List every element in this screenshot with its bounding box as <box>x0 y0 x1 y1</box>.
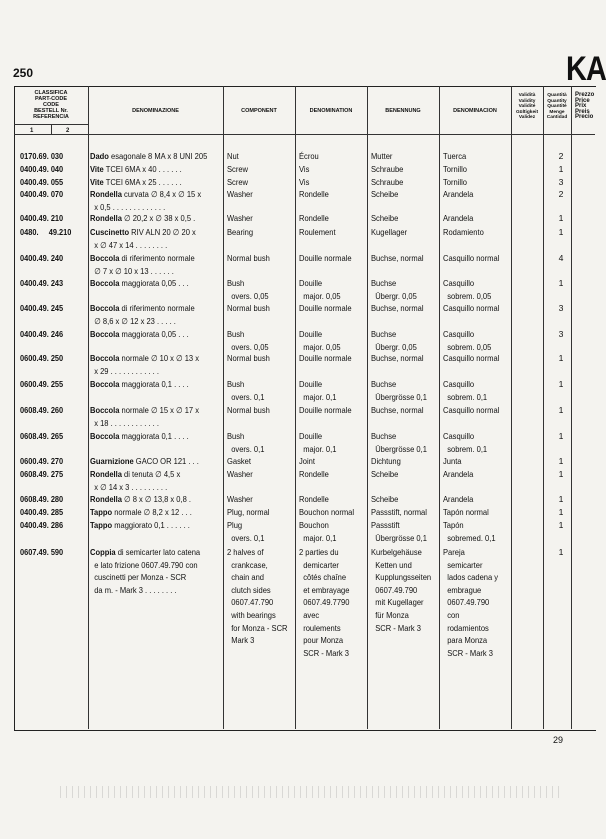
description-it: x 29 . . . . . . . . . . . . <box>90 365 159 376</box>
part-code: 0400.49. 070 <box>20 189 64 199</box>
description-de: SCR - Mark 3 <box>371 622 422 633</box>
column-divider <box>511 86 512 729</box>
description-es: sobrem. 0,05 <box>443 290 492 301</box>
description-es: sobremed. 0,1 <box>443 532 496 543</box>
description-it: x ∅ 47 x 14 . . . . . . . . <box>90 239 168 250</box>
description-es: Junta <box>443 456 462 466</box>
quantity: 1 <box>558 456 564 466</box>
description-en: clutch sides <box>227 584 271 595</box>
description-it: x ∅ 14 x 3 . . . . . . . . . <box>90 481 168 492</box>
folio-number: 29 <box>553 735 564 745</box>
description-fr: Rondelle <box>299 213 329 223</box>
description-it: x 0,5 . . . . . . . . . . . . . <box>90 201 166 212</box>
part-code: 0608.49. 265 <box>20 431 64 441</box>
description-es: sobrem. 0,1 <box>443 443 488 454</box>
description-fr: Vis <box>299 177 310 187</box>
description-es: Rodamiento <box>443 227 484 237</box>
description-fr: Vis <box>299 164 310 174</box>
description-it: Vite TCEI 6MA x 40 . . . . . . <box>90 164 182 174</box>
description-it: Boccola maggiorata 0,1 . . . . <box>90 379 189 389</box>
part-code: 0600.49. 250 <box>20 353 64 363</box>
description-es: Casquillo <box>443 278 475 288</box>
quantity: 1 <box>558 431 564 441</box>
description-es: sobrem. 0,05 <box>443 341 492 352</box>
description-es: Tapón <box>443 520 464 530</box>
quantity: 1 <box>558 379 564 389</box>
description-it: ∅ 7 x ∅ 10 x 13 . . . . . . <box>90 265 174 276</box>
description-es: 0607.49.790 <box>443 597 490 608</box>
part-code: 0400.49. 245 <box>20 303 64 313</box>
quantity: 1 <box>558 405 564 415</box>
part-code: 0400.49. 246 <box>20 329 64 339</box>
description-it: Boccola normale ∅ 15 x ∅ 17 x <box>90 405 200 415</box>
description-it: x 18 . . . . . . . . . . . . <box>90 417 159 428</box>
part-code: 0600.49. 270 <box>20 456 64 466</box>
part-code: 0608.49. 280 <box>20 494 64 504</box>
description-it: Rondella curvata ∅ 8,4 x ∅ 15 x <box>90 189 202 199</box>
quantity: 1 <box>558 353 564 363</box>
description-en: Normal bush <box>227 253 270 263</box>
description-de: Buchse, normal <box>371 253 424 263</box>
description-en: 0607.47.790 <box>227 597 274 608</box>
description-it: Rondella ∅ 20,2 x ∅ 38 x 0,5 . <box>90 213 196 223</box>
description-en: Normal bush <box>227 353 270 363</box>
header-validity: Validità Validity Validité Gültigkeit Validez <box>515 93 539 121</box>
description-de: Übergrösse 0,1 <box>371 391 427 402</box>
description-es: Casquillo normal <box>443 303 500 313</box>
description-fr: major. 0,1 <box>299 532 337 543</box>
description-en: Bush <box>227 329 245 339</box>
description-es: SCR - Mark 3 <box>443 647 494 658</box>
description-de: Übergrösse 0,1 <box>371 443 427 454</box>
part-code: 0400.49. 240 <box>20 253 64 263</box>
description-fr: pour Monza <box>299 635 344 646</box>
description-en: Normal bush <box>227 405 270 415</box>
description-en: Plug <box>227 520 243 530</box>
description-es: semicarter <box>443 559 483 570</box>
description-de: Übergrösse 0,1 <box>371 532 427 543</box>
header-spanish: DENOMINACION <box>453 108 497 114</box>
description-en: Bearing <box>227 227 254 237</box>
description-fr: major. 0,05 <box>299 341 341 352</box>
description-en: Bush <box>227 278 245 288</box>
part-code: 0607.49. 590 <box>20 547 64 557</box>
description-fr: Douille normale <box>299 303 352 313</box>
quantity: 2 <box>558 189 564 199</box>
page-number: 250 <box>13 66 34 80</box>
description-de: mit Kugellager <box>371 597 424 608</box>
description-fr: 0607.49.7790 <box>299 597 350 608</box>
description-en: Mark 3 <box>227 635 255 646</box>
quantity: 1 <box>558 520 564 530</box>
description-de: Ketten und <box>371 559 412 570</box>
column-divider <box>295 86 296 729</box>
description-en: Washer <box>227 189 253 199</box>
part-code: 0400.49. 243 <box>20 278 64 288</box>
quantity: 1 <box>558 507 564 517</box>
description-de: Scheibe <box>371 494 399 504</box>
header-quantity: Quantità Quantity Quantité Menge Cantidad <box>546 93 568 121</box>
quantity: 1 <box>558 547 564 557</box>
description-fr: Roulement <box>299 227 336 237</box>
description-es: Tornillo <box>443 177 467 187</box>
description-de: Passstift, normal <box>371 507 427 517</box>
description-fr: Douille <box>299 329 323 339</box>
description-it: Tappo maggiorato 0,1 . . . . . . <box>90 520 190 530</box>
description-de: 0607.49.790 <box>371 584 418 595</box>
description-es: rodamientos <box>443 622 489 633</box>
description-it: da m. - Mark 3 . . . . . . . . <box>90 584 177 595</box>
column-divider <box>367 86 368 729</box>
description-fr: major. 0,05 <box>299 290 341 301</box>
header-code-sub-1: 1 <box>30 128 34 134</box>
description-it: e lato frizione 0607.49.790 con <box>90 559 198 570</box>
description-it: Boccola maggiorata 0,1 . . . . <box>90 431 189 441</box>
column-divider <box>88 86 89 729</box>
description-fr: 2 parties du <box>299 547 339 557</box>
part-code: 0170.69. 030 <box>20 151 64 161</box>
description-it: Rondella di tenuta ∅ 4,5 x <box>90 469 181 479</box>
description-en: Bush <box>227 379 245 389</box>
description-en: overs. 0,05 <box>227 290 269 301</box>
description-fr: Douille normale <box>299 405 352 415</box>
part-code: 0400.49. 055 <box>20 177 64 187</box>
part-code: 0480. 49.210 <box>20 227 72 237</box>
description-de: Buchse <box>371 329 397 339</box>
description-fr: demicarter <box>299 559 339 570</box>
part-code: 0600.49. 255 <box>20 379 64 389</box>
description-en: Normal bush <box>227 303 270 313</box>
description-de: Buchse <box>371 379 397 389</box>
brand-fragment: KA <box>566 50 606 88</box>
quantity: 1 <box>558 494 564 504</box>
description-en: overs. 0,1 <box>227 443 265 454</box>
column-divider <box>223 86 224 729</box>
description-en: Screw <box>227 177 249 187</box>
description-en: crankcase, <box>227 559 268 570</box>
description-de: Schraube <box>371 164 404 174</box>
description-fr: Douille <box>299 431 323 441</box>
description-en: chain and <box>227 572 265 583</box>
quantity: 2 <box>558 151 564 161</box>
description-it: Boccola maggiorata 0,05 . . . <box>90 329 189 339</box>
quantity: 1 <box>558 213 564 223</box>
description-fr: major. 0,1 <box>299 391 337 402</box>
description-en: overs. 0,1 <box>227 391 265 402</box>
description-fr: roulements <box>299 622 341 633</box>
description-it: Boccola di riferimento normale <box>90 253 195 263</box>
part-code: 0400.49. 040 <box>20 164 64 174</box>
description-de: Buchse <box>371 431 397 441</box>
description-it: Boccola maggiorata 0,05 . . . <box>90 278 189 288</box>
quantity: 1 <box>558 164 564 174</box>
column-divider <box>571 86 572 729</box>
description-en: Gasket <box>227 456 251 466</box>
scan-speckle <box>60 786 560 798</box>
description-it: Dado esagonale 8 MA x 8 UNI 205 <box>90 151 208 161</box>
column-divider <box>543 86 544 729</box>
description-de: Scheibe <box>371 189 399 199</box>
description-en: for Monza - SCR <box>227 622 288 633</box>
description-fr: et embrayage <box>299 584 350 595</box>
description-de: Übergr. 0,05 <box>371 341 417 352</box>
description-en: overs. 0,1 <box>227 532 265 543</box>
description-it: Guarnizione GACO OR 121 . . . <box>90 456 199 466</box>
description-it: Cuscinetto RIV ALN 20 ∅ 20 x <box>90 227 196 237</box>
description-fr: Joint <box>299 456 315 466</box>
description-de: Buchse, normal <box>371 303 424 313</box>
description-de: Kupplungsseiten <box>371 572 432 583</box>
description-en: Washer <box>227 494 253 504</box>
description-fr: Rondelle <box>299 189 329 199</box>
description-fr: Douille normale <box>299 253 352 263</box>
description-de: Mutter <box>371 151 393 161</box>
quantity: 1 <box>558 278 564 288</box>
description-es: Arandela <box>443 494 474 504</box>
description-en: Screw <box>227 164 249 174</box>
column-divider <box>439 86 440 729</box>
header-german: BENENNUNG <box>385 108 421 114</box>
description-es: lados cadena y <box>443 572 499 583</box>
description-it: Coppia di semicarter lato catena <box>90 547 201 557</box>
header-rule <box>14 134 595 135</box>
description-de: Buchse <box>371 278 397 288</box>
quantity: 3 <box>558 303 564 313</box>
description-es: Casquillo normal <box>443 405 500 415</box>
description-es: para Monza <box>443 635 488 646</box>
quantity: 3 <box>558 329 564 339</box>
header-price: Prezzo Price Prix Preis Precio <box>575 92 595 121</box>
description-es: embrague <box>443 584 482 595</box>
description-en: Washer <box>227 213 253 223</box>
description-de: Schraube <box>371 177 404 187</box>
quantity: 4 <box>558 253 564 263</box>
description-de: Scheibe <box>371 469 399 479</box>
description-it: ∅ 8,6 x ∅ 12 x 23 . . . . . <box>90 315 176 326</box>
description-de: Kugellager <box>371 227 408 237</box>
description-es: Arandela <box>443 189 474 199</box>
description-fr: Douille normale <box>299 353 352 363</box>
description-es: con <box>443 610 460 620</box>
description-es: Pareja <box>443 547 465 557</box>
description-es: Tuerca <box>443 151 467 161</box>
description-fr: SCR - Mark 3 <box>299 647 350 658</box>
part-code: 0400.49. 286 <box>20 520 64 530</box>
quantity: 3 <box>558 177 564 187</box>
part-code: 0400.49. 285 <box>20 507 64 517</box>
description-fr: Douille <box>299 278 323 288</box>
description-fr: major. 0,1 <box>299 443 337 454</box>
description-it: Rondella ∅ 8 x ∅ 13,8 x 0,8 . <box>90 494 192 504</box>
quantity: 1 <box>558 469 564 479</box>
description-it: Vite TCEI 6MA x 25 . . . . . . <box>90 177 182 187</box>
description-fr: côtés chaîne <box>299 572 347 583</box>
description-de: Übergr. 0,05 <box>371 290 417 301</box>
description-fr: Rondelle <box>299 469 329 479</box>
description-es: Casquillo <box>443 431 475 441</box>
description-fr: avec <box>299 610 320 620</box>
description-es: Casquillo normal <box>443 353 500 363</box>
description-fr: Rondelle <box>299 494 329 504</box>
header-italian: DENOMINAZIONE <box>132 108 179 114</box>
header-code-sub-2: 2 <box>66 128 70 134</box>
description-de: Passstift <box>371 520 400 530</box>
description-it: Boccola di riferimento normale <box>90 303 195 313</box>
description-es: sobrem. 0,1 <box>443 391 488 402</box>
description-it: Tappo normale ∅ 8,2 x 12 . . . <box>90 507 192 517</box>
part-code: 0400.49. 210 <box>20 213 64 223</box>
description-en: 2 halves of <box>227 547 264 557</box>
quantity: 1 <box>558 227 564 237</box>
description-fr: Bouchon normal <box>299 507 355 517</box>
description-en: overs. 0,05 <box>227 341 269 352</box>
description-es: Tapón normal <box>443 507 489 517</box>
description-de: Buchse, normal <box>371 405 424 415</box>
description-es: Tornillo <box>443 164 467 174</box>
description-fr: Bouchon <box>299 520 329 530</box>
description-fr: Écrou <box>299 151 319 161</box>
description-de: Scheibe <box>371 213 399 223</box>
description-it: Boccola normale ∅ 10 x ∅ 13 x <box>90 353 200 363</box>
part-code: 0608.49. 275 <box>20 469 64 479</box>
description-es: Arandela <box>443 213 474 223</box>
description-en: Plug, normal <box>227 507 270 517</box>
description-es: Casquillo <box>443 379 475 389</box>
description-it: cuscinetti per Monza - SCR <box>90 572 187 583</box>
description-es: Arandela <box>443 469 474 479</box>
description-fr: Douille <box>299 379 323 389</box>
header-code: CLASSIFICA PART-CODE CODE BESTELL Nr. REFERENCIA <box>33 90 69 120</box>
description-de: für Monza <box>371 610 409 620</box>
description-es: Casquillo normal <box>443 253 500 263</box>
description-en: Bush <box>227 431 245 441</box>
description-en: Nut <box>227 151 239 161</box>
description-de: Buchse, normal <box>371 353 424 363</box>
description-de: Dichtung <box>371 456 401 466</box>
description-es: Casquillo <box>443 329 475 339</box>
description-en: with bearings <box>227 610 276 620</box>
part-code: 0608.49. 260 <box>20 405 64 415</box>
code-subheader-divider <box>51 124 52 134</box>
header-english: COMPONENT <box>241 108 277 114</box>
header-french: DENOMINATION <box>309 108 353 114</box>
description-en: Washer <box>227 469 253 479</box>
description-de: Kurbelgehäuse <box>371 547 422 557</box>
